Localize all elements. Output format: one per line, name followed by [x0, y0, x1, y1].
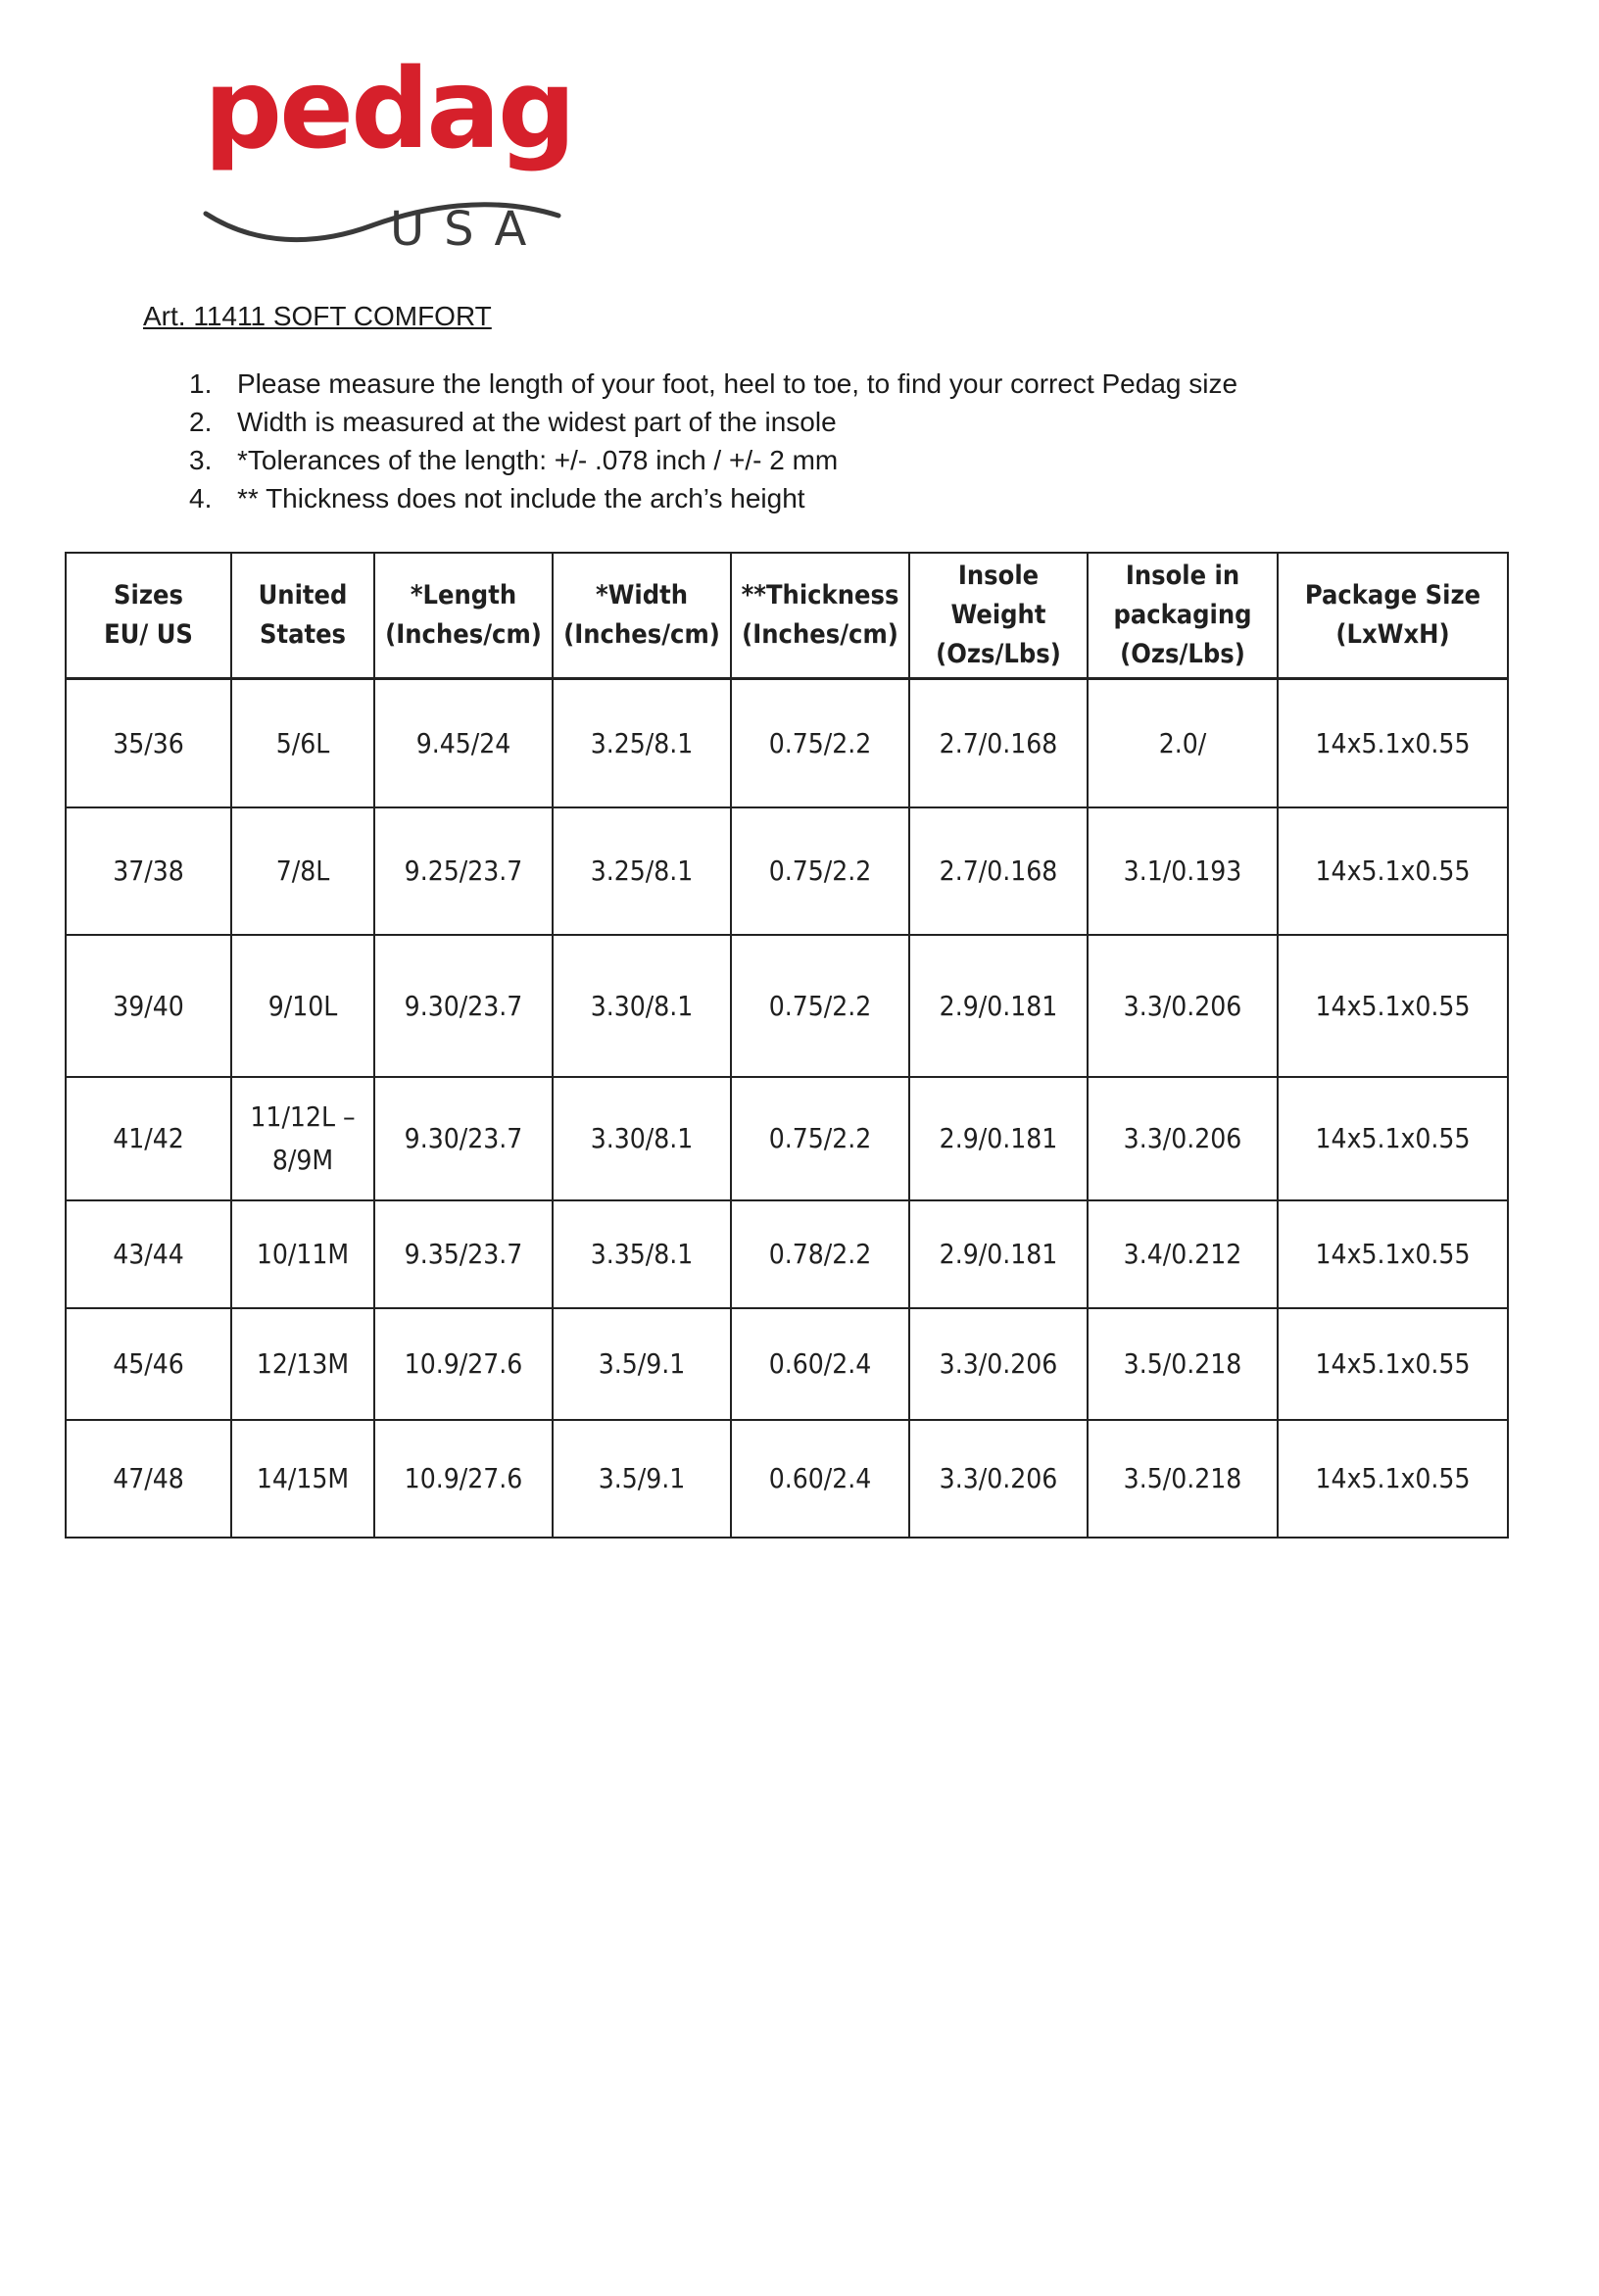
- cell-pack-weight: 2.0/: [1088, 679, 1278, 808]
- cell-us: 5/6L: [231, 679, 374, 808]
- cell-eu: 39/40: [66, 935, 231, 1077]
- cell-eu: 47/48: [66, 1420, 231, 1538]
- cell-us: 7/8L: [231, 807, 374, 935]
- header-insole-in-packaging: Insole in packaging (Ozs/Lbs): [1088, 553, 1278, 679]
- header-width: *Width (Inches/cm): [553, 553, 731, 679]
- cell-thickness: 0.60/2.4: [731, 1420, 909, 1538]
- pedag-usa-logo: [196, 46, 588, 265]
- article-title: Art. 11411 SOFT COMFORT: [143, 301, 492, 331]
- cell-us: 10/11M: [231, 1200, 374, 1308]
- header-thickness: **Thickness (Inches/cm): [731, 553, 909, 679]
- table-row: [66, 1420, 1508, 1538]
- size-chart-table: [65, 552, 1509, 1539]
- cell-thickness: 0.75/2.2: [731, 807, 909, 935]
- list-number: 4.: [189, 483, 213, 513]
- cell-pack-size: 14x5.1x0.55: [1278, 1420, 1508, 1538]
- table-row: [66, 807, 1508, 935]
- cell-width: 3.25/8.1: [553, 807, 731, 935]
- cell-length: 9.25/23.7: [374, 807, 553, 935]
- list-item: [189, 365, 1237, 403]
- cell-thickness: 0.75/2.2: [731, 679, 909, 808]
- cell-length: 10.9/27.6: [374, 1308, 553, 1420]
- cell-weight: 2.7/0.168: [909, 679, 1088, 808]
- cell-pack-size: 14x5.1x0.55: [1278, 1200, 1508, 1308]
- cell-pack-weight: 3.3/0.206: [1088, 1077, 1278, 1200]
- cell-width: 3.25/8.1: [553, 679, 731, 808]
- cell-length: 9.30/23.7: [374, 1077, 553, 1200]
- cell-us: 11/12L – 8/9M: [231, 1077, 374, 1200]
- cell-pack-size: 14x5.1x0.55: [1278, 1308, 1508, 1420]
- cell-length: 9.45/24: [374, 679, 553, 808]
- table-row: [66, 1308, 1508, 1420]
- cell-weight: 2.9/0.181: [909, 935, 1088, 1077]
- cell-eu: 43/44: [66, 1200, 231, 1308]
- table-row: [66, 1077, 1508, 1200]
- cell-width: 3.35/8.1: [553, 1200, 731, 1308]
- cell-length: 9.35/23.7: [374, 1200, 553, 1308]
- list-text: Width is measured at the widest part of the insole: [237, 407, 837, 437]
- cell-thickness: 0.78/2.2: [731, 1200, 909, 1308]
- cell-pack-weight: 3.5/0.218: [1088, 1420, 1278, 1538]
- cell-eu: 35/36: [66, 679, 231, 808]
- cell-pack-weight: 3.5/0.218: [1088, 1308, 1278, 1420]
- header-sizes: Sizes EU/ US: [66, 553, 231, 679]
- header-length: *Length (Inches/cm): [374, 553, 553, 679]
- cell-eu: 45/46: [66, 1308, 231, 1420]
- table-row: [66, 679, 1508, 808]
- cell-weight: 2.7/0.168: [909, 807, 1088, 935]
- table-row: [66, 935, 1508, 1077]
- table-header-row: [66, 553, 1508, 679]
- list-item: [189, 403, 1237, 441]
- table-row: [66, 1200, 1508, 1308]
- logo-region: USA: [390, 202, 547, 257]
- cell-pack-size: 14x5.1x0.55: [1278, 679, 1508, 808]
- cell-width: 3.5/9.1: [553, 1308, 731, 1420]
- header-united-states: United States: [231, 553, 374, 679]
- list-number: 1.: [189, 368, 213, 399]
- list-text: ** Thickness does not include the arch’s height: [237, 483, 805, 513]
- cell-pack-size: 14x5.1x0.55: [1278, 935, 1508, 1077]
- cell-width: 3.5/9.1: [553, 1420, 731, 1538]
- cell-eu: 41/42: [66, 1077, 231, 1200]
- cell-us: 9/10L: [231, 935, 374, 1077]
- cell-weight: 2.9/0.181: [909, 1200, 1088, 1308]
- cell-thickness: 0.75/2.2: [731, 1077, 909, 1200]
- list-item: [189, 479, 1237, 517]
- list-item: [189, 441, 1237, 479]
- instructions-list: [189, 365, 1237, 517]
- cell-eu: 37/38: [66, 807, 231, 935]
- list-number: 3.: [189, 445, 213, 475]
- list-text: *Tolerances of the length: +/- .078 inch / +/- 2 mm: [237, 445, 839, 475]
- cell-thickness: 0.75/2.2: [731, 935, 909, 1077]
- cell-length: 10.9/27.6: [374, 1420, 553, 1538]
- cell-weight: 3.3/0.206: [909, 1420, 1088, 1538]
- cell-width: 3.30/8.1: [553, 935, 731, 1077]
- cell-pack-weight: 3.3/0.206: [1088, 935, 1278, 1077]
- cell-pack-size: 14x5.1x0.55: [1278, 1077, 1508, 1200]
- logo-wordmark: pedag: [204, 46, 574, 173]
- cell-width: 3.30/8.1: [553, 1077, 731, 1200]
- cell-pack-weight: 3.1/0.193: [1088, 807, 1278, 935]
- cell-length: 9.30/23.7: [374, 935, 553, 1077]
- header-insole-weight: Insole Weight (Ozs/Lbs): [909, 553, 1088, 679]
- cell-us: 12/13M: [231, 1308, 374, 1420]
- list-number: 2.: [189, 407, 213, 437]
- list-text: Please measure the length of your foot, heel to toe, to find your correct Pedag size: [237, 368, 1238, 399]
- cell-weight: 3.3/0.206: [909, 1308, 1088, 1420]
- cell-pack-size: 14x5.1x0.55: [1278, 807, 1508, 935]
- cell-weight: 2.9/0.181: [909, 1077, 1088, 1200]
- cell-us: 14/15M: [231, 1420, 374, 1538]
- header-package-size: Package Size (LxWxH): [1278, 553, 1508, 679]
- cell-thickness: 0.60/2.4: [731, 1308, 909, 1420]
- cell-pack-weight: 3.4/0.212: [1088, 1200, 1278, 1308]
